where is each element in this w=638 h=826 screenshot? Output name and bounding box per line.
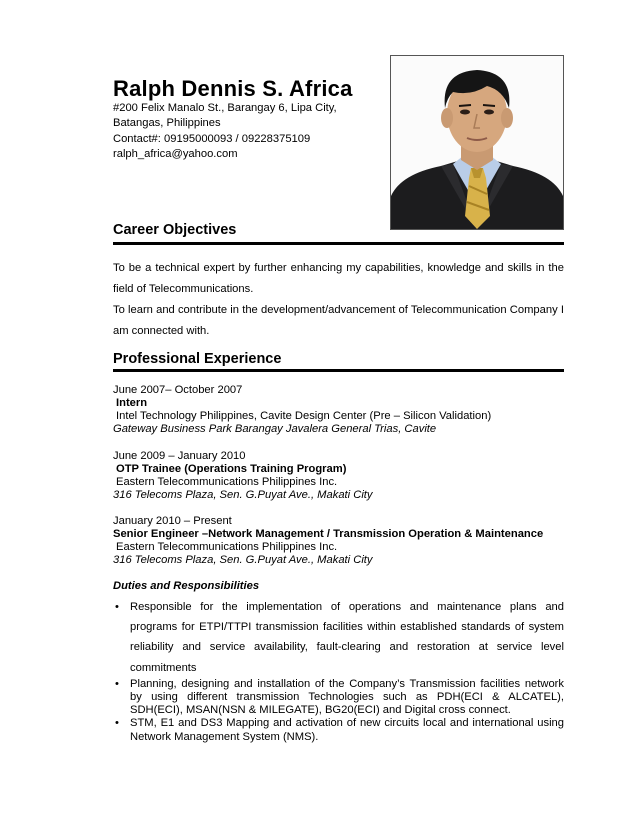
list-item [113, 678, 564, 718]
duties-list [113, 597, 564, 744]
job-title: Intern [116, 397, 148, 409]
objective-paragraph-2: To learn and contribute in the development/advancement of Telecommunication Company I am connected with. [113, 304, 564, 337]
job-dates: June 2007– October 2007 [113, 384, 243, 396]
job-entry [113, 515, 573, 567]
job-address: 316 Telecoms Plaza, Sen. G.Puyat Ave., Makati City [113, 489, 373, 501]
job-company: Intel Technology Philippines, Cavite Design Center (Pre – Silicon Validation) [116, 410, 492, 422]
section-divider [113, 242, 564, 245]
job-dates: June 2009 – January 2010 [113, 450, 246, 462]
list-item [113, 717, 564, 743]
applicant-name: Ralph Dennis S. Africa [113, 76, 353, 101]
address-line-2: Batangas, Philippines [113, 117, 221, 130]
job-address: 316 Telecoms Plaza, Sen. G.Puyat Ave., Makati City [113, 554, 373, 566]
profile-photo [390, 55, 564, 230]
job-title: OTP Trainee (Operations Training Program) [116, 463, 347, 475]
bullet-icon: • [115, 601, 119, 613]
career-objectives-heading: Career Objectives [113, 222, 237, 238]
duties-heading: Duties and Responsibilities [113, 580, 260, 592]
job-dates: January 2010 – Present [113, 515, 232, 527]
email-address: ralph_africa@yahoo.com [113, 147, 238, 160]
career-objectives-text [113, 258, 564, 342]
objective-paragraph-1: To be a technical expert by further enhancing my capabilities, knowledge and skills in the field of Telecommunications. [113, 262, 564, 295]
address-line-1: #200 Felix Manalo St., Barangay 6, Lipa City, [113, 102, 337, 114]
profile-photo-illustration [391, 56, 563, 229]
job-company: Eastern Telecommunications Philippines Inc. [116, 541, 338, 553]
section-divider [113, 369, 564, 372]
bullet-icon: • [115, 677, 119, 690]
job-address: Gateway Business Park Barangay Javalera General Trias, Cavite [113, 423, 437, 435]
duty-text: STM, E1 and DS3 Mapping and activation of new circuits local and international using Network Management System (NMS). [130, 717, 564, 743]
job-title: Senior Engineer –Network Management / Transmission Operation & Maintenance [113, 528, 544, 540]
bullet-icon: • [115, 717, 119, 730]
job-company: Eastern Telecommunications Philippines Inc. [116, 476, 338, 488]
professional-experience-heading: Professional Experience [113, 351, 282, 367]
list-item [113, 597, 564, 678]
job-entry [113, 384, 573, 436]
duty-text: Planning, designing and installation of the Company’s Transmission facilities network by using different transmission Technologies such as PDH(ECI & ALCATEL), SDH(ECI), MSAN(NSN & MILEGATE), BG20(ECI) and Digital cross connect. [130, 677, 564, 717]
contact-numbers: Contact#: 09195000093 / 09228375109 [113, 132, 311, 145]
job-entry [113, 450, 573, 502]
contact-block [113, 101, 337, 162]
duty-text: Responsible for the implementation of operations and maintenance plans and programs for ETPI/TTPI transmission facilities within established standards of system reliability and service availability, fault-clearing and restoration at service level commitments [130, 601, 564, 674]
